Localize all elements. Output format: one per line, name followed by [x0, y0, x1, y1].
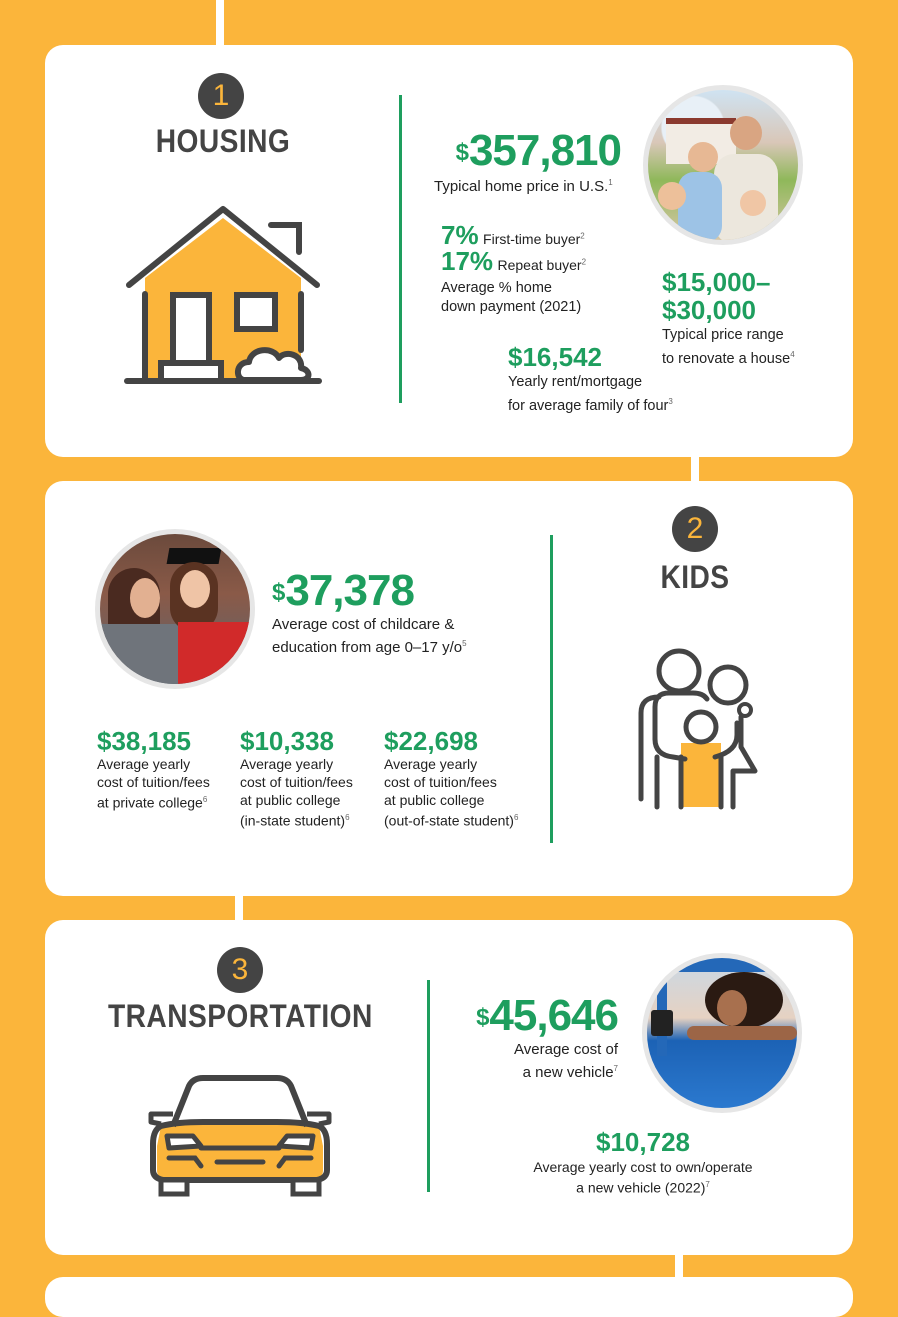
rent-label: Yearly rent/mortgage for average family of four$^3$ — [508, 374, 673, 414]
renovate-label: Typical price range to renovate a house$^4$ — [662, 327, 795, 367]
renovate-value: $15,000– $30,000 — [662, 267, 771, 325]
own-operate-label: Average yearly cost to own/operate a new vehicle $(2022)^7$ — [533, 1159, 753, 1196]
home-price-value: $357,810 — [455, 126, 621, 175]
family-photo — [643, 85, 803, 245]
next-section-card-edge — [45, 1277, 853, 1317]
divider-line — [427, 980, 430, 1192]
graduation-photo — [95, 529, 255, 689]
childcare-label: Average cost of childcare & education from age 0–17 $y/o^5$ — [272, 616, 467, 656]
own-operate-value: $10,728 — [596, 1127, 690, 1157]
divider-line — [550, 535, 553, 843]
section-title: HOUSING — [155, 123, 291, 159]
section-title: TRANSPORTATION — [108, 998, 373, 1034]
rent-value: $16,542 — [508, 342, 602, 372]
connector-line — [691, 457, 699, 481]
divider-line — [399, 95, 402, 403]
first-time-buyer-stat: 7% First-time buyer$^2$ — [441, 220, 585, 250]
section-number-badge: 2 — [672, 506, 718, 552]
repeat-buyer-stat: 17% Repeat buyer$^2$ — [441, 246, 587, 276]
car-icon — [147, 1074, 333, 1198]
down-payment-label: Average % home down payment (2021) — [441, 280, 582, 315]
tuition-stat: $22,698 Average yearly cost of tuition/fees at public college (out-of-state student)$^6$ — [384, 726, 519, 829]
section-number-badge: 1 — [198, 73, 244, 119]
childcare-value: $37,378 — [272, 566, 414, 615]
house-icon — [123, 200, 323, 385]
section-title: KIDS — [660, 559, 730, 595]
tuition-stat: $10,338 Average yearly cost of tuition/fees at public college (in-state student)$^6$ — [240, 726, 353, 829]
new-vehicle-label: Average cost of a new vehicle$^7$ — [514, 1041, 618, 1081]
tuition-stat: $38,185 Average yearly cost of tuition/fees at private college$^6$ — [97, 726, 210, 811]
family-icon — [633, 647, 759, 811]
woman-in-car-photo — [642, 953, 802, 1113]
connector-line — [235, 896, 243, 920]
new-vehicle-value: $45,646 — [476, 991, 618, 1040]
home-price-label: Typical home price in U.S.$^1$ — [434, 178, 613, 195]
kids-card — [45, 481, 853, 896]
section-number-badge: 3 — [217, 947, 263, 993]
housing-card — [45, 45, 853, 457]
transportation-card — [45, 920, 853, 1255]
connector-line — [216, 0, 224, 46]
